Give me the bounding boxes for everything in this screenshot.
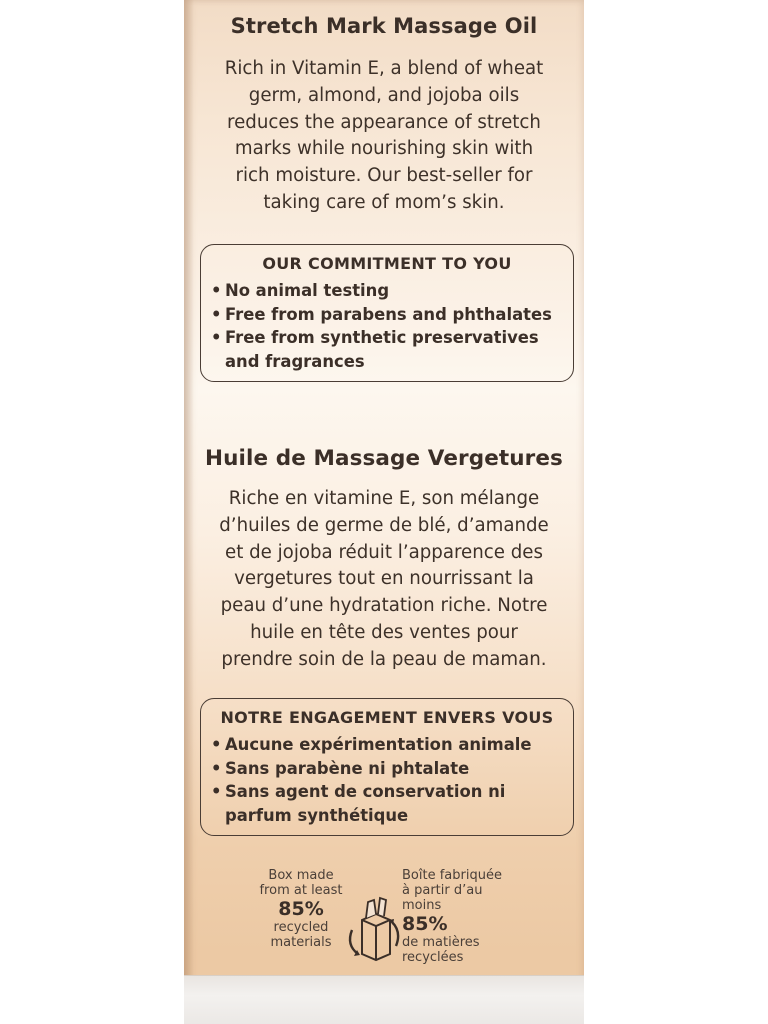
bullet-dot: • xyxy=(211,304,222,324)
list-item xyxy=(211,303,573,327)
recycling-fr-line4: recyclées xyxy=(402,950,464,965)
recycling-fr-line3: de matières xyxy=(402,935,480,950)
english-description: Rich in Vitamin E, a blend of wheat germ, almond, and jojoba oils reduces the appearance of stretch marks while nourishing skin with rich moisture. Our best-seller for taking care of mom’s skin. xyxy=(224,58,544,213)
french-commitment-list xyxy=(201,733,573,827)
french-commitment-box xyxy=(200,698,574,836)
english-commitment-title: OUR COMMITMENT TO YOU xyxy=(262,254,512,273)
recycling-en-line4: materials xyxy=(270,935,332,950)
recycling-en-line1: Box made xyxy=(268,868,334,883)
bullet-dot: • xyxy=(211,758,222,778)
commitment-item-text: Free from synthetic preservatives and fragrances xyxy=(225,328,539,371)
list-item xyxy=(211,757,573,781)
recycling-fr-line1: Boîte fabriquée xyxy=(402,868,502,883)
recycling-en-line3: recycled xyxy=(273,920,329,935)
recycle-box-icon xyxy=(344,896,400,962)
french-title: Huile de Massage Vergetures xyxy=(205,446,563,471)
list-item xyxy=(211,733,573,757)
english-title: Stretch Mark Massage Oil xyxy=(230,14,538,38)
recycling-info xyxy=(184,868,584,968)
french-description: Riche en vitamine E, son mélange d’huiles de germe de blé, d’amande et de jojoba réduit l’apparence des vergetures tout en nourrissant la peau d’une hydratation riche. Notre huile en tête des ventes pour prendre soin de la peau de maman. xyxy=(219,488,549,670)
bullet-dot: • xyxy=(211,782,222,801)
package-bottom-edge xyxy=(184,975,584,1024)
list-item xyxy=(211,279,573,303)
bullet-dot: • xyxy=(211,328,222,347)
commitment-item-text: Sans parabène ni phtalate xyxy=(225,758,470,778)
list-item xyxy=(211,326,573,373)
recycling-fr-percent: 85% xyxy=(402,913,448,935)
commitment-item-text: No animal testing xyxy=(225,281,390,300)
list-item xyxy=(211,780,573,827)
bullet-dot: • xyxy=(211,735,222,754)
french-commitment-title: NOTRE ENGAGEMENT ENVERS VOUS xyxy=(220,708,554,727)
commitment-item-text: Free from parabens and phthalates xyxy=(225,304,552,324)
commitment-item-text: Sans agent de conservation ni parfum synthétique xyxy=(225,782,506,825)
bullet-dot: • xyxy=(211,281,222,300)
recycling-english xyxy=(256,868,346,950)
recycling-french xyxy=(402,868,522,965)
recycling-en-line2: from at least xyxy=(259,883,343,898)
commitment-item-text: Aucune expérimentation animale xyxy=(225,735,532,754)
recycling-fr-line2: à partir d’au moins xyxy=(402,883,483,913)
english-commitment-list xyxy=(201,279,573,373)
english-commitment-box xyxy=(200,244,574,382)
recycling-en-percent: 85% xyxy=(278,898,324,920)
